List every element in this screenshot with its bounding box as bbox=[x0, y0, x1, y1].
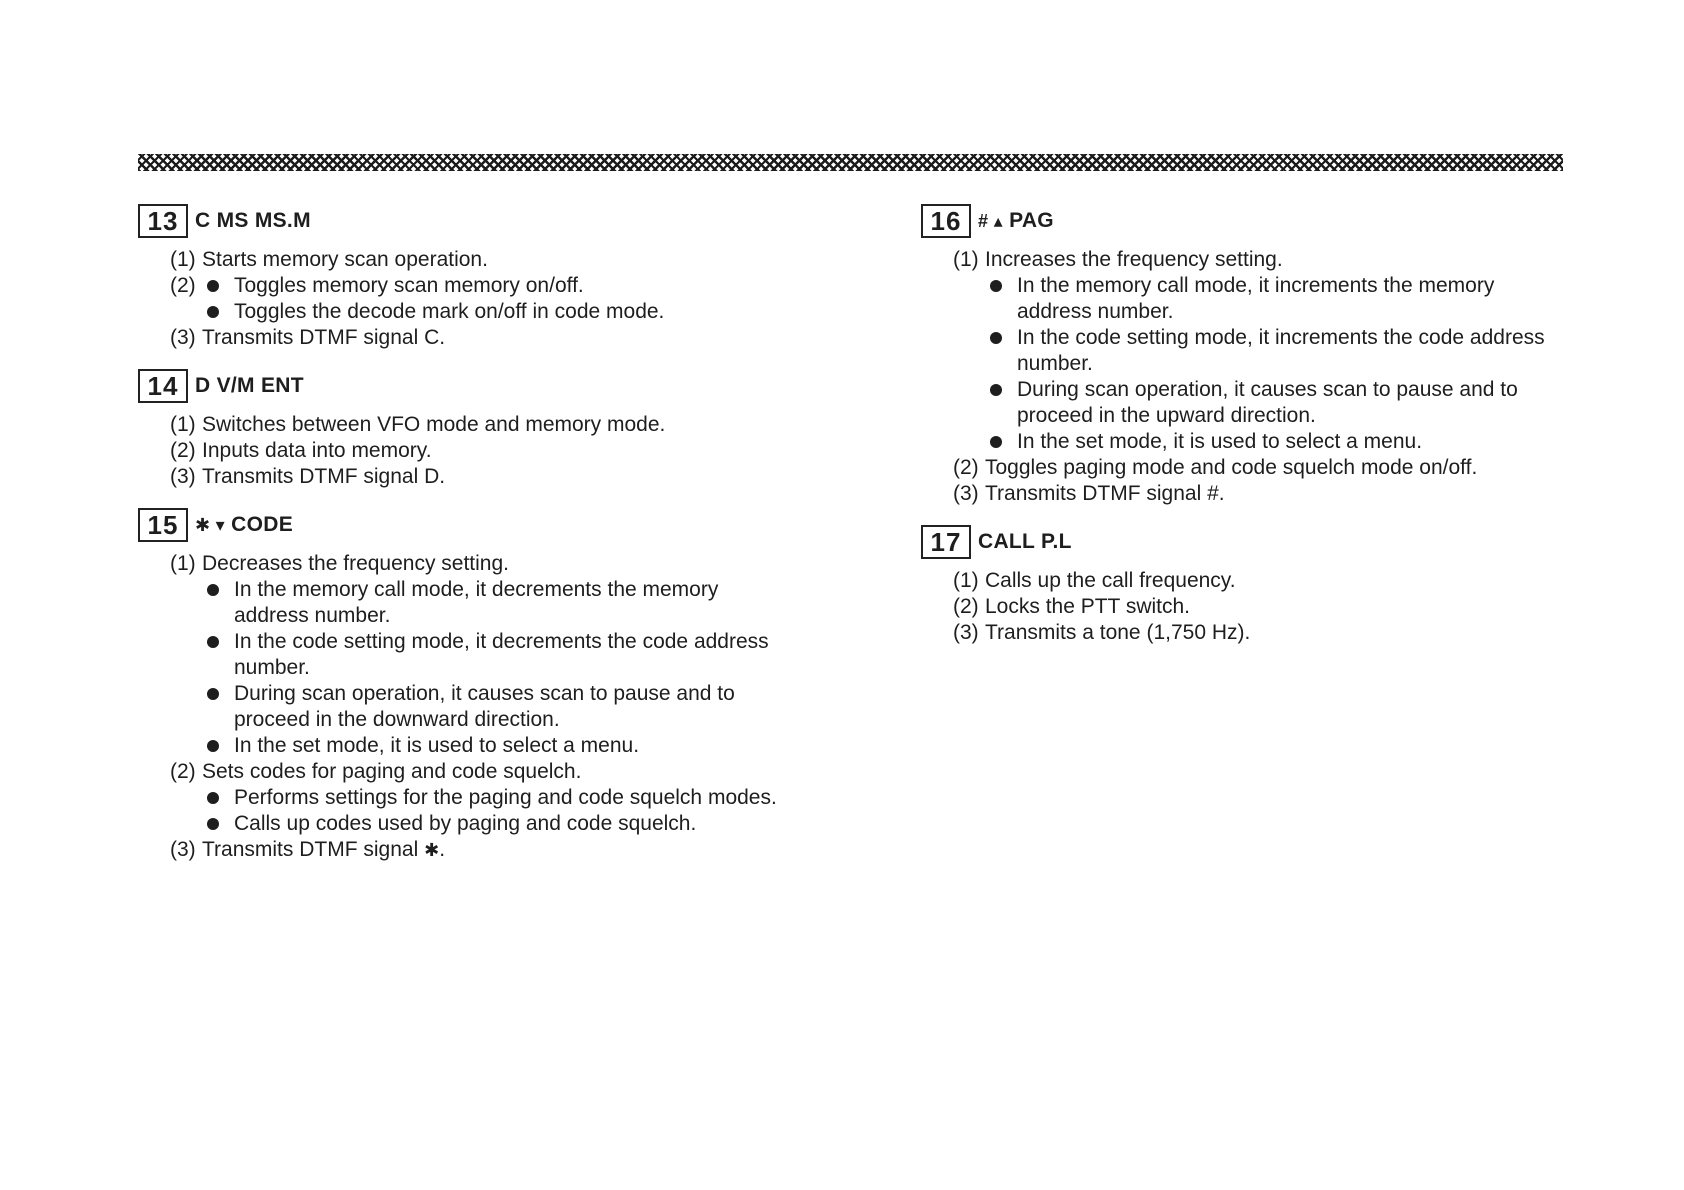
section-16-item-1-bullet: During scan operation, it causes scan to pause and to proceed in the upward direction. bbox=[921, 377, 1561, 429]
section-14 bbox=[138, 367, 778, 490]
item-number: (3) bbox=[170, 838, 196, 861]
item-number: (2) bbox=[953, 456, 979, 479]
section-15-item-1 bbox=[170, 551, 778, 577]
item-number: (2) bbox=[170, 760, 196, 783]
section-17-item-1 bbox=[953, 568, 1561, 594]
section-17-item-3 bbox=[953, 620, 1561, 646]
section-15-item-3 bbox=[170, 837, 778, 863]
item-number: (2) bbox=[953, 595, 979, 618]
item-text: Transmits DTMF signal D. bbox=[202, 465, 446, 488]
section-16 bbox=[921, 202, 1561, 507]
section-16-item-3 bbox=[953, 481, 1561, 507]
section-14-item-1 bbox=[170, 412, 778, 438]
item-number: (1) bbox=[170, 413, 196, 436]
item-number: (1) bbox=[953, 248, 979, 271]
section-13-number-box: 13 bbox=[138, 204, 188, 238]
asterisk-down-arrow-icon: ✱ ▾ bbox=[195, 515, 226, 535]
item-number: (1) bbox=[953, 569, 979, 592]
item-text: Toggles paging mode and code squelch mode on/off. bbox=[985, 456, 1478, 479]
section-13-item-1 bbox=[170, 247, 778, 273]
item-end: . bbox=[439, 838, 446, 861]
item-number: (1) bbox=[170, 552, 196, 575]
item-text: Calls up the call frequency. bbox=[985, 569, 1236, 592]
item-number: (1) bbox=[170, 248, 196, 271]
section-16-item-1-bullet: In the code setting mode, it increments the code address number. bbox=[921, 325, 1561, 377]
item-number: (2) bbox=[170, 439, 196, 462]
item-number: (3) bbox=[170, 326, 196, 349]
section-13-item-2 bbox=[170, 273, 778, 299]
section-15-item-1-bullet: In the memory call mode, it decrements the memory address number. bbox=[138, 577, 778, 629]
item-text: Transmits DTMF signal #. bbox=[985, 482, 1225, 505]
item-text: Switches between VFO mode and memory mode. bbox=[202, 413, 666, 436]
section-17-title: CALL P.L bbox=[978, 530, 1072, 553]
item-number: (3) bbox=[953, 621, 979, 644]
section-16-item-2 bbox=[953, 455, 1561, 481]
section-14-title: D V/M ENT bbox=[195, 374, 304, 397]
section-15-item-2 bbox=[170, 759, 778, 785]
section-16-title bbox=[978, 209, 1054, 233]
section-16-title-text: PAG bbox=[1009, 209, 1054, 232]
section-16-item-1 bbox=[953, 247, 1561, 273]
section-14-heading bbox=[138, 367, 778, 405]
section-15-item-2-bullet: Calls up codes used by paging and code squelch. bbox=[138, 811, 778, 837]
right-column bbox=[921, 202, 1561, 662]
section-15 bbox=[138, 506, 778, 863]
section-16-heading bbox=[921, 202, 1561, 240]
item-number: (3) bbox=[953, 482, 979, 505]
section-15-item-1-bullet: In the code setting mode, it decrements the code address number. bbox=[138, 629, 778, 681]
item-text: Sets codes for paging and code squelch. bbox=[202, 760, 582, 783]
section-16-item-1-bullet: In the memory call mode, it increments the memory address number. bbox=[921, 273, 1561, 325]
section-15-heading bbox=[138, 506, 778, 544]
section-15-item-2-bullet: Performs settings for the paging and code squelch modes. bbox=[138, 785, 778, 811]
section-14-number-box: 14 bbox=[138, 369, 188, 403]
item-text: Transmits DTMF signal C. bbox=[202, 326, 446, 349]
section-14-item-2 bbox=[170, 438, 778, 464]
asterisk-icon: ✱ bbox=[424, 840, 440, 860]
bullet-text: Toggles memory scan memory on/off. bbox=[234, 274, 584, 297]
section-15-title-text: CODE bbox=[231, 513, 294, 536]
decorative-top-band bbox=[138, 154, 1563, 171]
section-14-item-3 bbox=[170, 464, 778, 490]
hash-up-arrow-icon: # ▴ bbox=[978, 211, 1003, 231]
left-column bbox=[138, 202, 778, 879]
item-text: Transmits DTMF signal bbox=[202, 838, 419, 861]
section-15-item-1-bullet: During scan operation, it causes scan to pause and to proceed in the downward direction. bbox=[138, 681, 778, 733]
section-15-title bbox=[195, 513, 293, 537]
section-15-number-box: 15 bbox=[138, 508, 188, 542]
section-13-item-2-bullet-2: Toggles the decode mark on/off in code mode. bbox=[138, 299, 778, 325]
item-text: Starts memory scan operation. bbox=[202, 248, 488, 271]
item-text: Inputs data into memory. bbox=[202, 439, 432, 462]
section-13-title: C MS MS.M bbox=[195, 209, 311, 232]
item-number: (3) bbox=[170, 465, 196, 488]
section-16-item-1-bullet: In the set mode, it is used to select a menu. bbox=[921, 429, 1561, 455]
section-17-heading bbox=[921, 523, 1561, 561]
section-13-item-3 bbox=[170, 325, 778, 351]
section-17-item-2 bbox=[953, 594, 1561, 620]
section-17-number-box: 17 bbox=[921, 525, 971, 559]
section-17 bbox=[921, 523, 1561, 646]
section-13-heading bbox=[138, 202, 778, 240]
item-number: (2) bbox=[170, 274, 196, 297]
item-text: Locks the PTT switch. bbox=[985, 595, 1191, 618]
section-13 bbox=[138, 202, 778, 351]
item-text: Transmits a tone (1,750 Hz). bbox=[985, 621, 1251, 644]
section-16-number-box: 16 bbox=[921, 204, 971, 238]
item-text: Decreases the frequency setting. bbox=[202, 552, 510, 575]
section-15-item-1-bullet: In the set mode, it is used to select a menu. bbox=[138, 733, 778, 759]
item-text: Increases the frequency setting. bbox=[985, 248, 1283, 271]
